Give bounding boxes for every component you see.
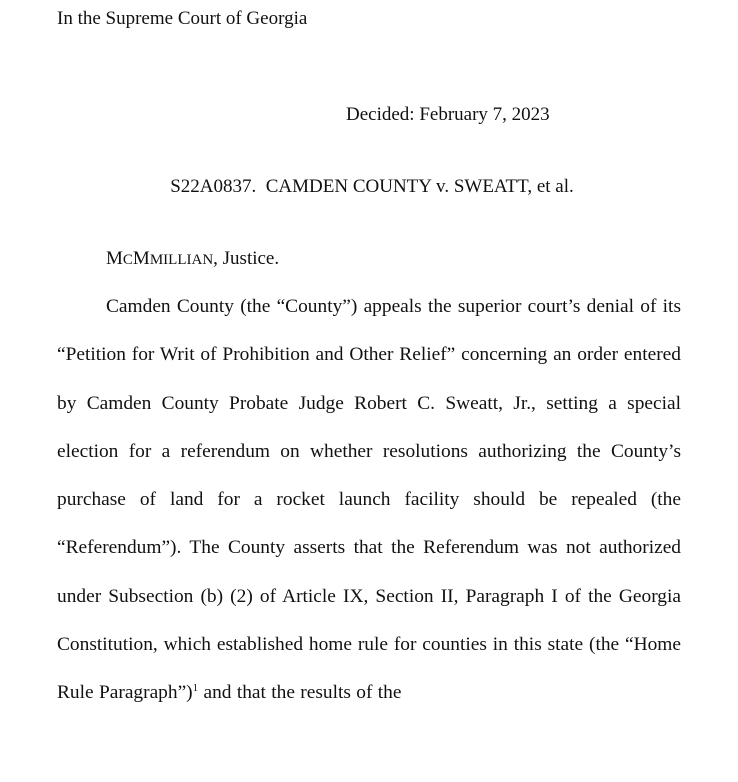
author-m2: M — [132, 248, 150, 269]
case-caption — [0, 175, 738, 199]
author-initial: M — [106, 248, 123, 269]
decision-date: Decided: February 7, 2023 — [346, 104, 550, 125]
court-name: In the Supreme Court of Georgia — [57, 8, 308, 29]
author-c: C — [122, 252, 133, 268]
opinion-author — [106, 247, 279, 272]
author-suffix: , Justice. — [213, 248, 280, 269]
case-caption-text: S22A0837. CAMDEN COUNTY v. SWEATT, et al. — [170, 176, 574, 197]
paragraph-text-continued: and that the results of the — [198, 682, 402, 704]
footnote-reference[interactable]: 1 — [192, 682, 199, 695]
author-caps: MILLIAN — [149, 252, 214, 268]
opinion-paragraph — [57, 283, 681, 718]
paragraph-text: Camden County (the “County”) appeals the superior court’s denial of its “Petition for Writ of Prohibition and Other Relief” concerning an order entered by Camden County Probate Judge Robert C. Sweatt, Jr., setting a special election for a referendum on whether resolutions authorizing the County’s purchase of land for a rocket launch facility should be repealed (the “Referendum”). The County asserts that the Referendum was not authorized under Subsection (b) (2) of Article IX, Section II, Paragraph I of the Georgia Constitution, which established home rule for counties in this state (the “Home Rule Paragraph”) — [57, 296, 681, 704]
